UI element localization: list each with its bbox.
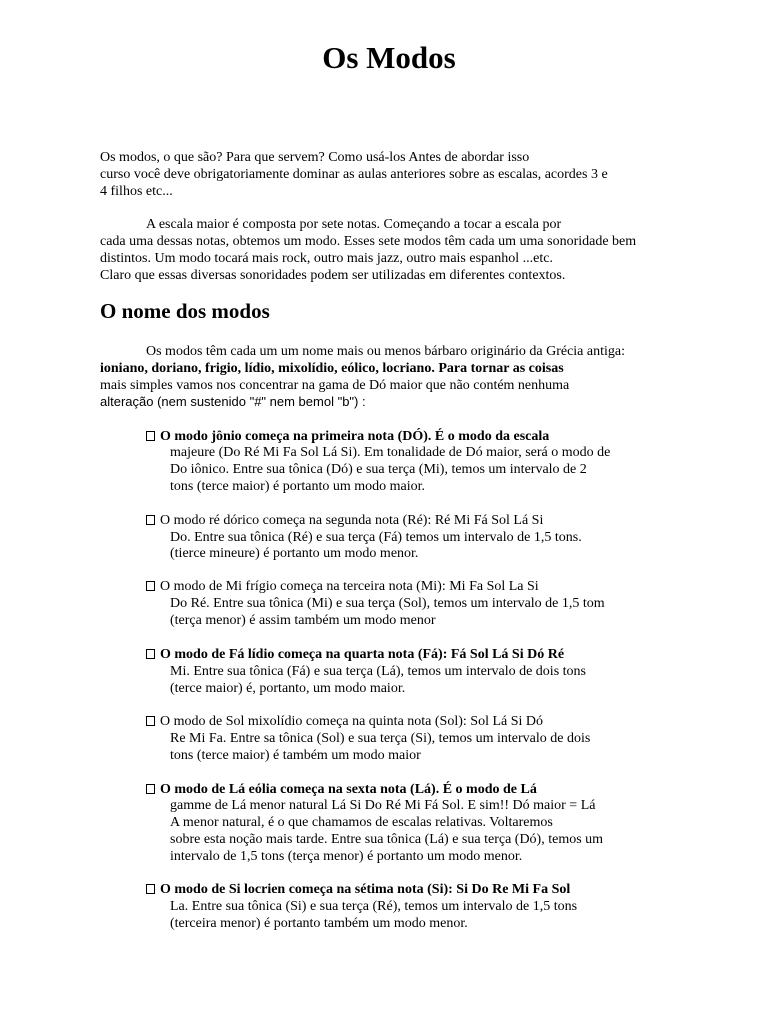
- mode-line-text: O modo de Mi frígio começa na terceira nota (Mi): Mi Fa Sol La Si: [160, 579, 539, 594]
- text-line: Do iônico. Entre sua tônica (Dó) e sua terça (Mi), temos um intervalo de 2: [170, 462, 587, 477]
- checkbox-icon: [146, 884, 155, 894]
- checkbox-icon: [146, 649, 155, 659]
- mode-names-line: ioniano, doriano, frigio, lídio, mixolídio, eólico, locriano. Para tornar as coisas: [100, 361, 564, 376]
- text-line: mais simples vamos nos concentrar na gama de Dó maior que não contém nenhuma: [100, 378, 570, 393]
- mode-heading-line: [146, 781, 537, 798]
- checkbox-icon: [146, 431, 155, 441]
- text-line: (tierce mineure) é portanto um modo menor.: [170, 546, 419, 561]
- mode-line-text: O modo jônio começa na primeira nota (DÓ). É o modo da escala: [160, 429, 550, 444]
- text-line: sobre esta noção mais tarde. Entre sua tônica (Lá) e sua terça (Dó), temos um: [170, 832, 604, 847]
- text-line: cada uma dessas notas, obtemos um modo. Esses sete modos têm cada um uma sonoridade bem: [100, 234, 637, 249]
- checkbox-icon: [146, 515, 155, 525]
- text-line: distintos. Um modo tocará mais rock, outro mais jazz, outro mais espanhol ...etc.: [100, 251, 553, 266]
- mode-heading-line: [146, 428, 549, 445]
- text-line: majeure (Do Ré Mi Fa Sol Lá Si). Em tonalidade de Dó maior, será o modo de: [170, 445, 611, 460]
- text-line: Mi. Entre sua tônica (Fá) e sua terça (Lá), temos um intervalo de dois tons: [170, 664, 586, 679]
- text-line: Claro que essas diversas sonoridades podem ser utilizadas em diferentes contextos.: [100, 268, 566, 283]
- section-heading: O nome dos modos: [100, 299, 270, 323]
- text-line: Os modos, o que são? Para que servem? Como usá-los Antes de abordar isso: [100, 150, 530, 165]
- text-line: (terceira menor) é portanto também um modo menor.: [170, 916, 468, 931]
- text-line: Do. Entre sua tônica (Ré) e sua terça (Fá) temos um intervalo de 1,5 tons.: [170, 530, 582, 545]
- checkbox-icon: [146, 784, 155, 794]
- text-line: alteração (nem sustenido "#" nem bemol "b") :: [100, 394, 366, 409]
- text-line: tons (terce maior) é portanto um modo maior.: [170, 479, 426, 494]
- mode-heading-line: [146, 881, 570, 898]
- mode-heading-line: [146, 578, 539, 595]
- mode-heading-line: [146, 646, 564, 663]
- mode-heading-line: [146, 512, 543, 529]
- page-title: Os Modos: [322, 40, 456, 75]
- text-line: Os modos têm cada um um nome mais ou menos bárbaro originário da Grécia antiga:: [146, 344, 625, 359]
- text-line: curso você deve obrigatoriamente dominar as aulas anteriores sobre as escalas, acordes 3 e: [100, 167, 608, 182]
- mode-line-text: O modo ré dórico começa na segunda nota (Ré): Ré Mi Fá Sol Lá Si: [160, 513, 544, 528]
- text-line: A escala maior é composta por sete notas. Começando a tocar a escala por: [146, 217, 562, 232]
- mode-line-text: O modo de Sol mixolídio começa na quinta nota (Sol): Sol Lá Si Dó: [160, 714, 544, 729]
- text-line: gamme de Lá menor natural Lá Si Do Ré Mi Fá Sol. E sim!! Dó maior = Lá: [170, 798, 596, 813]
- text-line: 4 filhos etc...: [100, 184, 173, 199]
- text-line: Re Mi Fa. Entre sa tônica (Sol) e sua terça (Si), temos um intervalo de dois: [170, 731, 591, 746]
- checkbox-icon: [146, 581, 155, 591]
- text-line: intervalo de 1,5 tons (terça menor) é portanto um modo menor.: [170, 849, 523, 864]
- mode-line-text: O modo de Lá eólia começa na sexta nota (Lá). É o modo de Lá: [160, 782, 537, 797]
- checkbox-icon: [146, 716, 155, 726]
- text-line: tons (terce maior) é também um modo maior: [170, 748, 421, 763]
- mode-line-text: O modo de Si locrien começa na sétima nota (Si): Si Do Re Mi Fa Sol: [160, 882, 571, 897]
- mode-heading-line: [146, 713, 543, 730]
- mode-line-text: O modo de Fá lídio começa na quarta nota (Fá): Fá Sol Lá Si Dó Ré: [160, 647, 565, 662]
- text-line: La. Entre sua tônica (Si) e sua terça (Ré), temos um intervalo de 1,5 tons: [170, 899, 578, 914]
- text-line: (terça menor) é assim também um modo menor: [170, 613, 436, 628]
- text-line: (terce maior) é, portanto, um modo maior.: [170, 681, 406, 696]
- text-line: A menor natural, é o que chamamos de escalas relativas. Voltaremos: [170, 815, 553, 830]
- text-line: Do Ré. Entre sua tônica (Mi) e sua terça (Sol), temos um intervalo de 1,5 tom: [170, 596, 605, 611]
